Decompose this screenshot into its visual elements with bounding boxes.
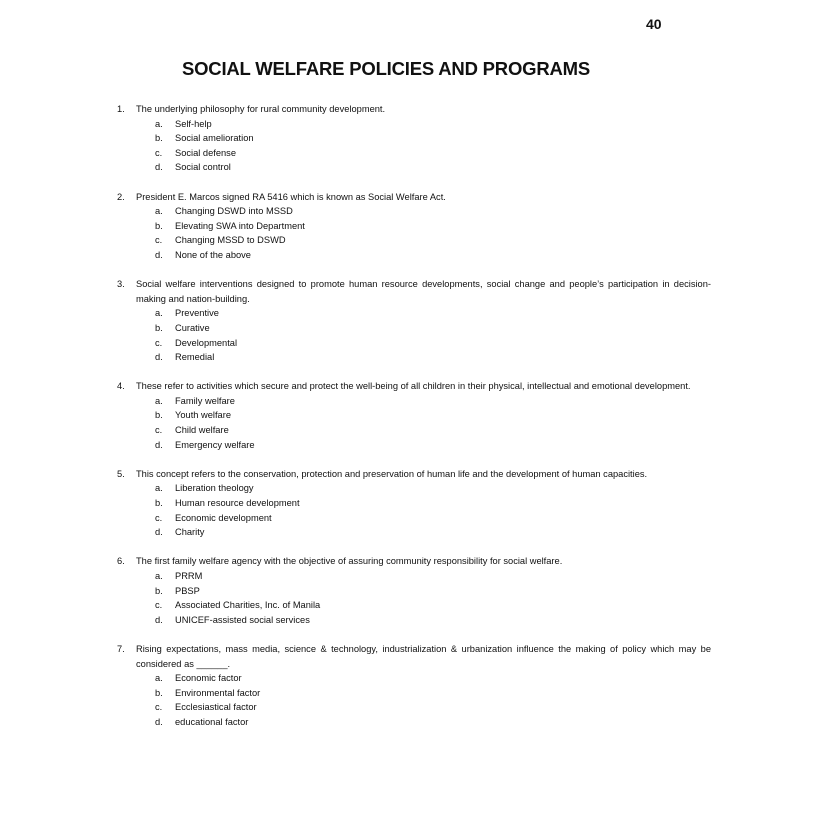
question-text: Rising expectations, mass media, science & technology, industrialization & urbanization influence the making of policy which may be considered as ______. [136,643,711,669]
option-text: Ecclesiastical factor [175,702,257,713]
option-text: None of the above [175,249,251,260]
option-text: Child welfare [175,425,229,436]
option-letter: c. [155,512,163,523]
question-number: 3. [117,279,125,290]
option-letter: d. [155,249,163,260]
answer-option [155,233,711,248]
question-text: Social welfare interventions designed to promote human resource developments, social change and people’s participation in decision-making and nation-building. [136,279,711,304]
option-letter: a. [155,395,163,406]
answer-option [155,131,711,146]
answer-option [155,394,711,409]
answer-option [155,671,711,686]
answer-option [155,117,711,132]
option-text: Social control [175,162,231,173]
question-number: 4. [117,381,125,392]
option-text: Social defense [175,147,236,158]
option-letter: a. [155,118,163,129]
option-letter: c. [155,337,163,348]
option-text: Charity [175,527,205,538]
answer-option [155,336,711,351]
answer-option [155,700,711,715]
option-letter: d. [155,439,163,450]
option-text: Economic development [175,512,272,523]
option-text: Environmental factor [175,687,261,698]
option-letter: d. [155,614,163,625]
question-item [117,642,711,730]
option-text: Social amelioration [175,133,254,144]
answer-option [155,569,711,584]
option-letter: d. [155,162,163,173]
option-letter: a. [155,308,163,319]
answer-option [155,321,711,336]
answer-option [155,146,711,161]
answer-option [155,350,711,365]
page-number: 40 [646,16,662,32]
option-letter: b. [155,133,163,144]
option-letter: d. [155,716,163,727]
option-text: Family welfare [175,395,235,406]
page-title: SOCIAL WELFARE POLICIES AND PROGRAMS [181,58,591,79]
option-text: Liberation theology [175,483,254,494]
question-text: The first family welfare agency with the objective of assuring community responsibility for social welfare. [136,556,563,567]
option-text: Human resource development [175,498,300,509]
option-text: UNICEF-assisted social services [175,614,310,625]
answer-option [155,160,711,175]
answer-option [155,204,711,219]
option-text: Developmental [175,337,238,348]
option-text: Preventive [175,308,219,319]
question-text: These refer to activities which secure and protect the well-being of all children in their physical, intellectual and emotional development. [136,381,691,392]
question-item [117,102,711,175]
option-text: Self-help [175,118,212,129]
answer-option [155,496,711,511]
question-text: President E. Marcos signed RA 5416 which is known as Social Welfare Act. [136,191,446,202]
question-item [117,554,711,627]
option-letter: c. [155,600,163,611]
answer-option [155,686,711,701]
option-letter: c. [155,425,163,436]
option-letter: a. [155,571,163,581]
answer-option [155,598,711,613]
question-number: 2. [117,191,125,202]
option-letter: a. [155,673,163,684]
option-letter: c. [155,147,163,158]
question-item [117,277,711,365]
answer-option [155,408,711,423]
answer-option [155,248,711,263]
option-letter: b. [155,410,163,421]
option-text: PRRM [175,571,203,581]
question-item [117,379,711,452]
answer-option [155,511,711,526]
option-letter: d. [155,352,163,363]
question-text: The underlying philosophy for rural community development. [136,104,386,114]
option-text: educational factor [175,716,249,727]
option-text: Changing DSWD into MSSD [175,206,293,217]
question-list [117,102,711,744]
option-text: Changing MSSD to DSWD [175,235,286,246]
option-text: Elevating SWA into Department [175,220,305,231]
option-letter: b. [155,498,163,509]
question-number: 1. [117,104,125,114]
option-letter: a. [155,483,163,494]
question-number: 6. [117,556,125,567]
answer-option [155,613,711,628]
option-letter: b. [155,585,163,596]
answer-option [155,423,711,438]
question-item [117,467,711,540]
answer-option [155,438,711,453]
option-text: Remedial [175,352,215,363]
answer-option [155,525,711,540]
option-letter: d. [155,527,163,538]
answer-option [155,481,711,496]
option-text: Emergency welfare [175,439,255,450]
answer-option [155,715,711,730]
option-letter: b. [155,322,163,333]
answer-option [155,306,711,321]
option-letter: a. [155,206,163,217]
question-text: This concept refers to the conservation, protection and preservation of human life and the development of human capacities. [136,468,648,479]
option-text: Economic factor [175,673,242,684]
option-letter: b. [155,687,163,698]
option-text: PBSP [175,585,200,596]
question-number: 5. [117,468,125,479]
option-text: Youth welfare [175,410,231,421]
question-number: 7. [117,643,125,654]
question-item [117,190,711,263]
option-letter: c. [155,702,163,713]
option-text: Curative [175,322,210,333]
option-text: Associated Charities, Inc. of Manila [175,600,321,611]
option-letter: b. [155,220,163,231]
answer-option [155,219,711,234]
option-letter: c. [155,235,163,246]
answer-option [155,584,711,599]
